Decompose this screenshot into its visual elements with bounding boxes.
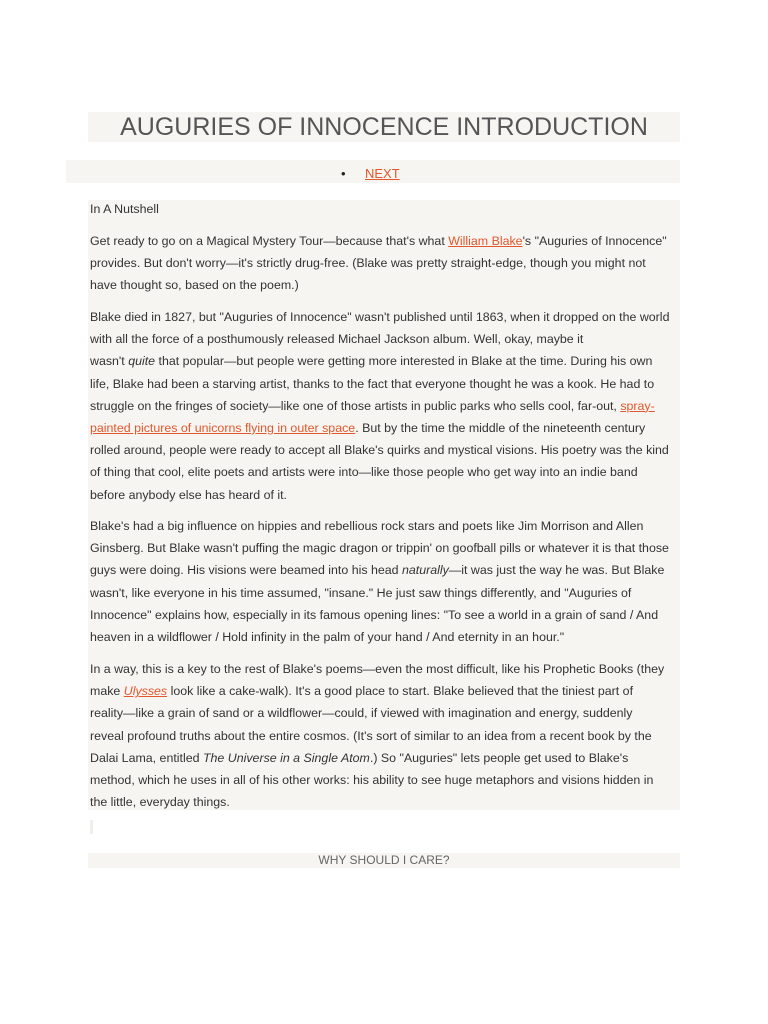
next-link[interactable]: NEXT	[365, 166, 400, 181]
why-should-i-care-heading[interactable]: WHY SHOULD I CARE?	[318, 853, 450, 867]
unicorns-link[interactable]: spray-	[620, 398, 655, 413]
bullet-icon: •	[341, 166, 346, 181]
unicorns-link-cont[interactable]: painted pictures of unicorns flying in outer space	[90, 420, 356, 435]
paragraph-4: In a way, this is a key to the rest of Blake's poems—even the most difficult, like his Prophetic Books (they make Ulysses look like a cake-walk). It's a good place to start. Blake believed that the tiniest part of reality—like a grain of sand or a wildflower—could, if viewed with imagination and energy, suddenly reveal profound truths about the entire cosmos. (It's sort of similar to an idea from a recent book by the Dalai Lama, entitled The Universe in a Single Atom.) So "Auguries" lets people get used to Blake's method, which he uses in all of his other works: his ability to see huge metaphors and visions hidden in the little, everyday things.	[90, 662, 665, 810]
paragraph-1: Get ready to go on a Magical Mystery Tour—because that's what William Blake's "Auguries of Innocence" provides. But don't worry—it's strictly drug-free. (Blake was pretty straight-edge, though you might not have thought so, based on the poem.)	[90, 234, 667, 293]
divider-mark	[90, 820, 93, 834]
ulysses-link[interactable]: Ulysses	[123, 684, 168, 699]
paragraph-3: Blake's had a big influence on hippies and rebellious rock stars and poets like Jim Morrison and Allen Ginsberg. But Blake wasn't puffing the magic dragon or trippin' on goofball pills or whatever it is that those guys were doing. His visions were beamed into his head naturally—it was just the way he was. But Blake wasn't, like everyone in his time assumed, "insane." He just saw things differently, and "Auguries of Innocence" explains how, especially in its famous opening lines: "To see a world in a grain of sand / And heaven in a wildflower / Hold infinity in the palm of your hand / And eternity in an hour."	[90, 519, 669, 644]
paragraph-2: Blake died in 1827, but "Auguries of Innocence" wasn't published until 1863, when it dropped on the world with all the force of a posthumously released Michael Jackson album. Well, okay, maybe it wasn't quite that popular—but people were getting more interested in Blake at the time. During his own life, Blake had been a starving artist, thanks to the fact that everyone thought he was a kook. He had to struggle on the fringes of society—like one of those artists in public parks who sells cool, far-out, spray- painted pictures of unicorns flying in outer space. But by the time the middle of the nineteenth century rolled around, people were ready to accept all Blake's quirks and mystical visions. His poetry was the kind of thing that cool, elite poets and artists were into—like those people who get way into an indie band before anybody else has heard of it.	[90, 310, 670, 502]
nutshell-heading: In A Nutshell	[90, 202, 159, 216]
william-blake-link[interactable]: William Blake	[448, 234, 523, 248]
page-title: AUGURIES OF INNOCENCE INTRODUCTION	[120, 113, 648, 141]
